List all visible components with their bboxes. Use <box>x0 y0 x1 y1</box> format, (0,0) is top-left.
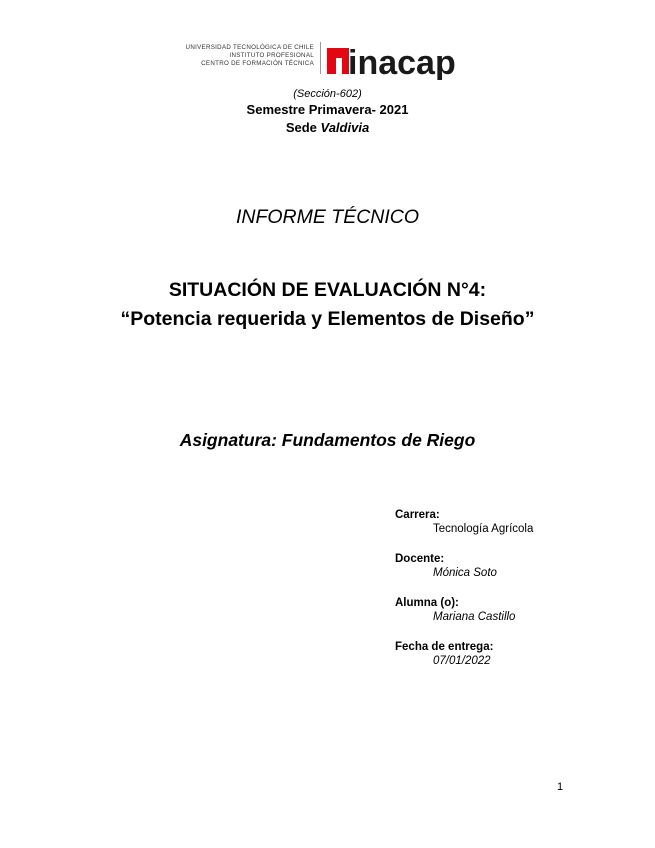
institution-line: INSTITUTO PROFESIONAL <box>229 52 314 59</box>
evaluation-subtitle: “Potencia requerida y Elementos de Diseño” <box>120 308 535 330</box>
info-label: Fecha de entrega: <box>395 641 494 653</box>
semester: Semestre Primavera- 2021 <box>246 102 409 117</box>
info-teacher <box>395 553 635 579</box>
institution-text <box>178 44 314 68</box>
report-type: INFORME TÉCNICO <box>235 206 420 228</box>
institution-line: UNIVERSIDAD TECNOLÓGICA DE CHILE <box>185 44 314 51</box>
evaluation-title: SITUACIÓN DE EVALUACIÓN N°4: <box>168 279 487 301</box>
institution-line: CENTRO DE FORMACIÓN TÉCNICA <box>201 60 314 67</box>
info-career <box>395 509 635 535</box>
inacap-logo <box>327 44 477 80</box>
info-value: Tecnología Agrícola <box>433 523 534 535</box>
course-name: Asignatura: Fundamentos de Riego <box>179 430 476 450</box>
info-value: Mónica Soto <box>433 567 497 579</box>
info-label: Alumna (o): <box>395 597 459 609</box>
info-value: 07/01/2022 <box>433 655 491 667</box>
info-value: Mariana Castillo <box>433 611 516 623</box>
section-code: (Sección-602) <box>293 88 362 100</box>
info-label: Carrera: <box>395 509 440 521</box>
campus <box>0 120 655 135</box>
logo-wordmark: inacap <box>348 44 456 80</box>
campus-label: Sede <box>285 120 321 135</box>
info-student <box>395 597 635 623</box>
campus-city: Valdivia <box>320 120 370 135</box>
page-number: 1 <box>557 781 564 793</box>
info-date <box>395 641 635 667</box>
logo-divider <box>320 42 321 74</box>
info-label: Docente: <box>395 553 445 565</box>
